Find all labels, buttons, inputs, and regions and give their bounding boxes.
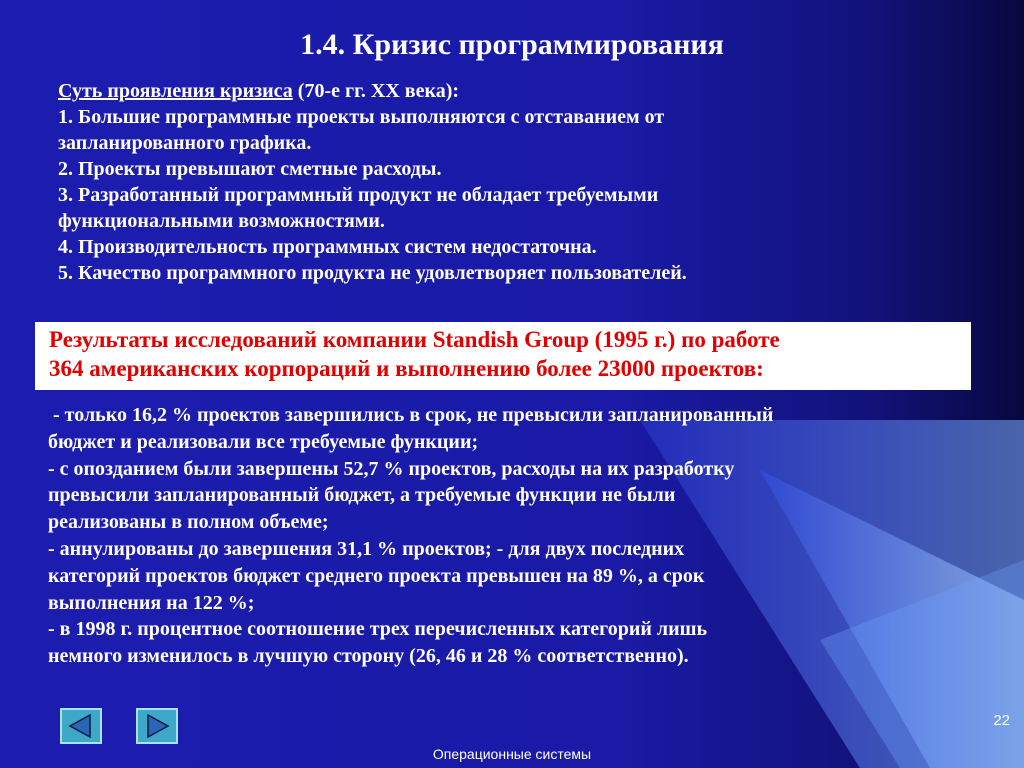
crisis-line: 2. Проекты превышают сметные расходы. [58, 158, 442, 180]
results-section [48, 402, 998, 670]
crisis-line: запланированного графика. [58, 132, 312, 154]
crisis-line: 5. Качество программного продукта не удовлетворяет пользователей. [58, 262, 687, 284]
crisis-line: 3. Разработанный программный продукт не обладает требуемыми [58, 184, 659, 206]
results-line: бюджет и реализовали все требуемые функции; [48, 430, 479, 453]
crisis-line: 1. Большие программные проекты выполняются с отставанием от [58, 106, 665, 128]
slide-title: 1.4. Кризис программирования [300, 28, 724, 61]
highlight-line: Результаты исследований компании Standish Group (1995 г.) по работе [49, 327, 780, 352]
results-line: - аннулированы до завершения 31,1 % проектов; - для двух последних [48, 537, 685, 560]
results-line: категорий проектов бюджет среднего проекта превышен на 89 %, а срок [48, 564, 705, 587]
triangle-left-icon [62, 710, 100, 742]
results-line: - только 16,2 % проектов завершились в срок, не превысили запланированный [48, 404, 774, 426]
prev-slide-button[interactable] [60, 708, 102, 744]
triangle-right-icon [138, 710, 176, 742]
results-line: - с опозданием были завершены 52,7 % проектов, расходы на их разработку [48, 457, 735, 480]
next-slide-button[interactable] [136, 708, 178, 744]
results-line: превысили запланированный бюджет, а требуемые функции не были [48, 484, 676, 507]
crisis-line: 4. Производительность программных систем недостаточна. [58, 236, 597, 258]
crisis-intro [58, 78, 958, 104]
results-line: выполнения на 122 %; [48, 591, 255, 614]
crisis-intro-rest: (70-е гг. XX века): [292, 80, 460, 102]
results-line: - в 1998 г. процентное соотношение трех перечисленных категорий лишь [48, 618, 708, 641]
crisis-line: функциональными возможностями. [58, 210, 385, 232]
highlight-line: 364 американских корпораций и выполнению более 23000 проектов: [49, 356, 764, 381]
results-line: немного изменилось в лучшую сторону (26, 46 и 28 % соответственно). [48, 645, 689, 668]
crisis-intro-underlined: Суть проявления кризиса [58, 80, 293, 102]
footer-text: Операционные системы [432, 746, 592, 762]
highlight-box [35, 322, 971, 390]
page-number: 22 [993, 712, 1010, 729]
crisis-section [58, 78, 958, 286]
results-line: реализованы в полном объеме; [48, 511, 329, 534]
